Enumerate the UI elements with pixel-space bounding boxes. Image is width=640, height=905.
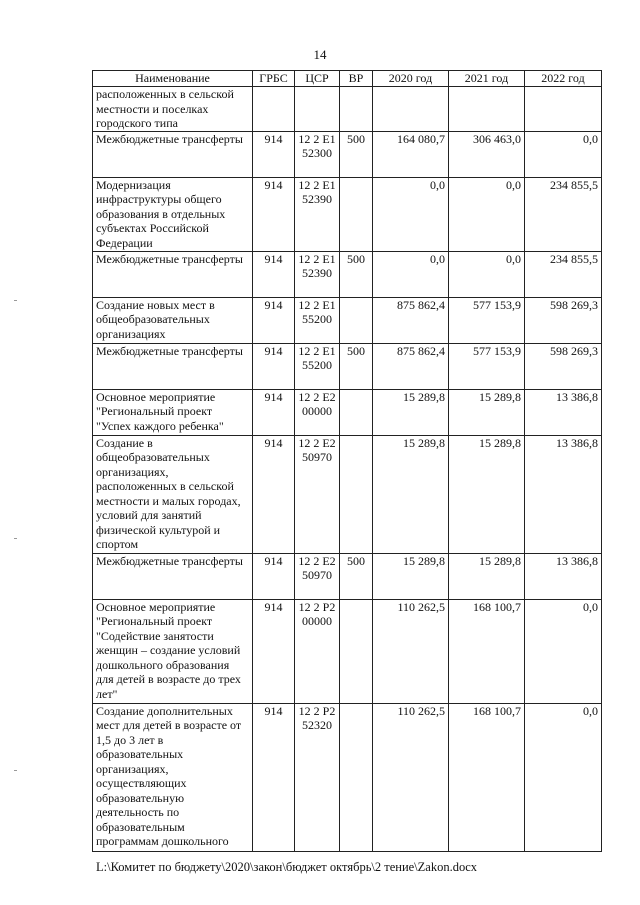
cell-name: Основное мероприятие "Региональный проект "Успех каждого ребенка" <box>93 389 253 435</box>
cell-csr: 12 2 Р2 52320 <box>295 703 340 851</box>
cell-2021: 306 463,0 <box>449 131 525 177</box>
cell-2022: 0,0 <box>525 131 602 177</box>
cell-grbs: 914 <box>253 177 295 251</box>
col-header-name: Наименование <box>93 71 253 87</box>
cell-grbs <box>253 87 295 132</box>
cell-csr: 12 2 Е1 52390 <box>295 177 340 251</box>
cell-2022: 13 386,8 <box>525 435 602 553</box>
cell-csr: 12 2 Е2 50970 <box>295 553 340 599</box>
cell-grbs: 914 <box>253 553 295 599</box>
cell-name: Межбюджетные трансферты <box>93 343 253 389</box>
cell-2020: 875 862,4 <box>373 343 449 389</box>
cell-2022: 13 386,8 <box>525 389 602 435</box>
cell-2021: 0,0 <box>449 177 525 251</box>
table-row <box>93 435 602 553</box>
cell-2022: 13 386,8 <box>525 553 602 599</box>
margin-mark <box>14 538 17 539</box>
cell-2021: 15 289,8 <box>449 553 525 599</box>
cell-2022: 0,0 <box>525 703 602 851</box>
cell-2021: 15 289,8 <box>449 389 525 435</box>
cell-csr: 12 2 Р2 00000 <box>295 599 340 703</box>
col-header-grbs: ГРБС <box>253 71 295 87</box>
cell-2022: 234 855,5 <box>525 177 602 251</box>
cell-csr: 12 2 Е1 55200 <box>295 343 340 389</box>
margin-mark <box>14 770 17 771</box>
cell-grbs: 914 <box>253 599 295 703</box>
col-header-2022: 2022 год <box>525 71 602 87</box>
cell-grbs: 914 <box>253 389 295 435</box>
cell-grbs: 914 <box>253 131 295 177</box>
cell-2021: 15 289,8 <box>449 435 525 553</box>
cell-2021: 577 153,9 <box>449 343 525 389</box>
cell-name: Создание новых мест в общеобразовательных организациях <box>93 297 253 343</box>
cell-vr <box>340 435 373 553</box>
cell-2021: 577 153,9 <box>449 297 525 343</box>
cell-name: расположенных в сельской местности и поселках городского типа <box>93 87 253 132</box>
cell-vr: 500 <box>340 251 373 297</box>
table-header-row <box>93 71 602 87</box>
cell-2022: 598 269,3 <box>525 343 602 389</box>
cell-2020 <box>373 87 449 132</box>
cell-2020: 0,0 <box>373 251 449 297</box>
cell-2022 <box>525 87 602 132</box>
cell-vr: 500 <box>340 553 373 599</box>
col-header-csr: ЦСР <box>295 71 340 87</box>
cell-2020: 15 289,8 <box>373 435 449 553</box>
cell-name: Межбюджетные трансферты <box>93 553 253 599</box>
table-row <box>93 251 602 297</box>
cell-vr <box>340 703 373 851</box>
table-row <box>93 553 602 599</box>
table-row <box>93 599 602 703</box>
table-row <box>93 131 602 177</box>
cell-2021: 168 100,7 <box>449 703 525 851</box>
cell-vr <box>340 389 373 435</box>
cell-csr: 12 2 Е2 00000 <box>295 389 340 435</box>
table-row <box>93 87 602 132</box>
cell-2021: 0,0 <box>449 251 525 297</box>
cell-vr: 500 <box>340 131 373 177</box>
cell-vr <box>340 599 373 703</box>
table-row <box>93 343 602 389</box>
cell-csr: 12 2 Е2 50970 <box>295 435 340 553</box>
cell-name: Создание дополнительных мест для детей в возрасте от 1,5 до 3 лет в образовательных организациях, осуществляющих образовательную деятельность по образовательным программам дошкольного <box>93 703 253 851</box>
cell-grbs: 914 <box>253 251 295 297</box>
cell-vr: 500 <box>340 343 373 389</box>
cell-grbs: 914 <box>253 297 295 343</box>
cell-csr: 12 2 Е1 52300 <box>295 131 340 177</box>
cell-grbs: 914 <box>253 435 295 553</box>
table-row <box>93 297 602 343</box>
table-row <box>93 703 602 851</box>
margin-mark <box>14 300 17 301</box>
cell-2020: 164 080,7 <box>373 131 449 177</box>
cell-name: Модернизация инфраструктуры общего образования в отдельных субъектах Российской Федерации <box>93 177 253 251</box>
cell-grbs: 914 <box>253 703 295 851</box>
cell-2020: 110 262,5 <box>373 599 449 703</box>
cell-2020: 875 862,4 <box>373 297 449 343</box>
col-header-vr: ВР <box>340 71 373 87</box>
table-row <box>93 389 602 435</box>
cell-csr <box>295 87 340 132</box>
cell-vr <box>340 87 373 132</box>
col-header-2021: 2021 год <box>449 71 525 87</box>
cell-csr: 12 2 Е1 52390 <box>295 251 340 297</box>
cell-2021: 168 100,7 <box>449 599 525 703</box>
file-path-footer: L:\Комитет по бюджету\2020\закон\бюджет октябрь\2 тение\Zakon.docx <box>96 860 478 874</box>
cell-2020: 15 289,8 <box>373 553 449 599</box>
cell-2021 <box>449 87 525 132</box>
cell-2022: 234 855,5 <box>525 251 602 297</box>
col-header-2020: 2020 год <box>373 71 449 87</box>
cell-name: Основное мероприятие "Региональный проект "Содействие занятости женщин – создание условий дошкольного образования для детей в возрасте до трех лет" <box>93 599 253 703</box>
cell-name: Межбюджетные трансферты <box>93 131 253 177</box>
cell-2020: 110 262,5 <box>373 703 449 851</box>
budget-table <box>92 70 602 852</box>
cell-name: Межбюджетные трансферты <box>93 251 253 297</box>
cell-2022: 598 269,3 <box>525 297 602 343</box>
table-row <box>93 177 602 251</box>
cell-2022: 0,0 <box>525 599 602 703</box>
cell-2020: 0,0 <box>373 177 449 251</box>
cell-csr: 12 2 Е1 55200 <box>295 297 340 343</box>
cell-grbs: 914 <box>253 343 295 389</box>
page-number: 14 <box>313 47 327 62</box>
cell-vr <box>340 297 373 343</box>
cell-vr <box>340 177 373 251</box>
cell-2020: 15 289,8 <box>373 389 449 435</box>
cell-name: Создание в общеобразовательных организациях, расположенных в сельской местности и малых городах, условий для занятий физической культурой и спортом <box>93 435 253 553</box>
